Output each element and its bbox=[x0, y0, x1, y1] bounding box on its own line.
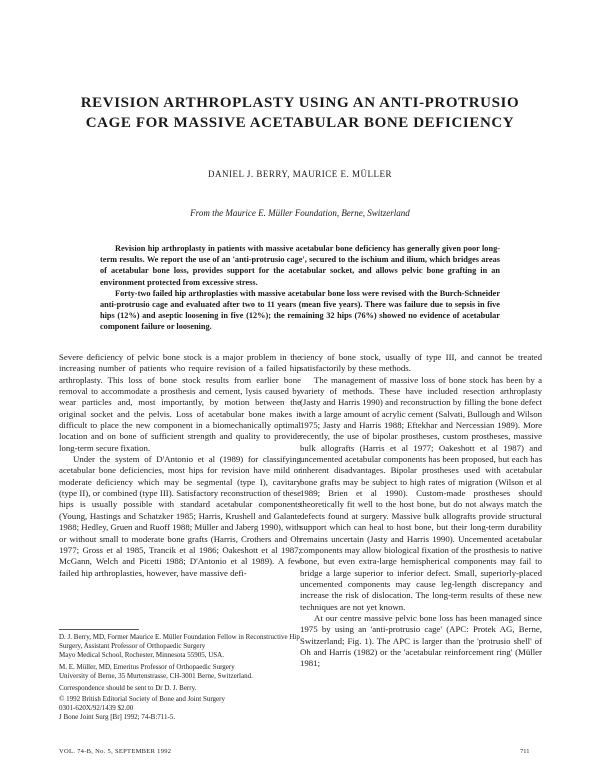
left-column bbox=[59, 352, 301, 579]
footnote-divider bbox=[59, 629, 139, 630]
affiliation: From the Maurice E. Müller Foundation, Berne, Switzerland bbox=[190, 208, 410, 218]
journal-issue: VOL. 74-B, No. 5, SEPTEMBER 1992 bbox=[59, 748, 172, 755]
article-title bbox=[0, 93, 600, 133]
body-paragraph: Under the system of D'Antonio et al (1989) for classifying acetabular bone deficiencies, most hips for revision have mild or moderate deficiency which may be segmental (type I), cavitary (type II), or combined (type III). Satisfactory reconstruction of these hips is usually possible with standard acetabular components (Young, Hastings and Schatzker 1985; Harris, Krushell and Galante 1988; Hedley, Gruen and Ruoff 1988; Müller and Jaberg 1990), with or without small to moderate bone grafts (Harris, Crothers and Oh 1977; Gross et al 1985, Trancik et al 1986; Oakeshott et al 1987; McGann, Welch and Picetti 1988; D'Antonio et al 1989). A few failed hip arthroplasties, however, have massive defi- bbox=[59, 454, 301, 578]
authors: DANIEL J. BERRY, MAURICE E. MÜLLER bbox=[207, 169, 392, 179]
note-line: 0301-620X/92/1439 $2.00 bbox=[59, 704, 134, 713]
right-column bbox=[300, 352, 542, 670]
title-line-2: CAGE FOR MASSIVE ACETABULAR BONE DEFICIENCY bbox=[85, 115, 515, 131]
note-line: University of Berne, 35 Murtenstrasse, CH-3001 Berne, Switzerland. bbox=[59, 671, 253, 680]
body-paragraph: ciency of bone stock, usually of type III, and cannot be treated satisfactorily by these methods. bbox=[300, 352, 542, 374]
body-paragraph: At our centre massive pelvic bone loss has been managed since 1975 by using an 'anti-protrusio cage' (APC: Protek AG, Berne, Switzerland; Fig. 1). The APC is larger than the 'protrusio shell' of Oh and Harris (1982) or the 'acetabular reinforcement ring' (Müller 1981; bbox=[300, 612, 542, 669]
page-number: 711 bbox=[520, 748, 530, 755]
note-line: M. E. Müller, MD, Emeritus Professor of Orthopaedic Surgery bbox=[59, 662, 235, 671]
abstract bbox=[100, 243, 500, 333]
note-line: D. J. Berry, MD, Former Maurice E. Müller Foundation Fellow in Reconstructive Hip Surgery, Assistant Professor of Orthopaedic Surgery bbox=[59, 633, 300, 650]
abstract-paragraph: Forty-two failed hip arthroplasties with massive acetabular bone loss were revised with the Burch-Schneider anti-protrusio cage and evaluated after two to 11 years (mean five years). There was failure due to sepsis in five hips (12%) and aseptic loosening in five (12%); the remaining 32 hips (76%) showed no evidence of acetabular component failure or loosening. bbox=[100, 288, 500, 332]
note-line: Mayo Medical School, Rochester, Minnesota 55905, USA. bbox=[59, 650, 224, 659]
body-paragraph: Severe deficiency of pelvic bone stock is a major problem in the increasing number of patients who require revision of a failed hip arthroplasty. This loss of bone stock results from earlier bone removal to accommodate a prosthesis and cement, lysis caused by wear particles and, most importantly, by motion between the original socket and the pelvis. Loss of acetabular bone makes it difficult to place the new component in a biomechanically optimal location and on bone of sufficient strength and quality to provide long-term secure fixation. bbox=[59, 352, 301, 453]
note-line: J Bone Joint Surg [Br] 1992; 74-B:711-5. bbox=[59, 713, 176, 722]
body-paragraph: The management of massive loss of bone stock has been by a variety of methods. These have included resection arthroplasty (Jasty and Harris 1990) and reconstruction by filling the bone defect with a large amount of acrylic cement (Salvati, Bullough and Wilson 1975; Jasty and Harris 1988; Eftekhar and Nercessian 1989). More recently, the use of bipolar prostheses, custom prostheses, massive bulk allografts (Harris et al 1977; Oakeshott et al 1987) and uncemented acetabular components has been proposed, but each has inherent disadvantages. Bipolar prostheses used with acetabular bone grafts may be subject to high rates of migration (Wilson et al 1989; Brien et al 1990). Custom-made prostheses should theoretically fit well to the host bone, but do not always match the defects found at surgery. Massive bulk allografts provide structural support which can heal to host bone, but their long-term durability remains uncertain (Jasty and Harris 1990). Uncemented acetabular components may allow biological fixation of the prosthesis to native bone, but even extra-large hemispherical components may fail to bridge a large superior to inferior defect. Small, superiorly-placed uncemented components may cause leg-length discrepancy and increase the risk of dislocation. The long-term results of these new techniques are not yet known. bbox=[300, 374, 542, 612]
abstract-paragraph: Revision hip arthroplasty in patients with massive acetabular bone deficiency has generally given poor long-term results. We report the use of an 'anti-protrusio cage', secured to the ischium and ilium, which bridges areas of acetabular bone loss, provides support for the acetabular socket, and allows pelvic bone grafting in an environment protected from excessive stress. bbox=[100, 244, 500, 287]
note-line: Correspondence should be sent to Dr D. J. Berry. bbox=[59, 683, 197, 692]
author-notes bbox=[59, 633, 301, 722]
note-line: © 1992 British Editorial Society of Bone and Joint Surgery bbox=[59, 695, 225, 704]
title-line-1: REVISION ARTHROPLASTY USING AN ANTI-PROTRUSIO bbox=[80, 95, 520, 111]
